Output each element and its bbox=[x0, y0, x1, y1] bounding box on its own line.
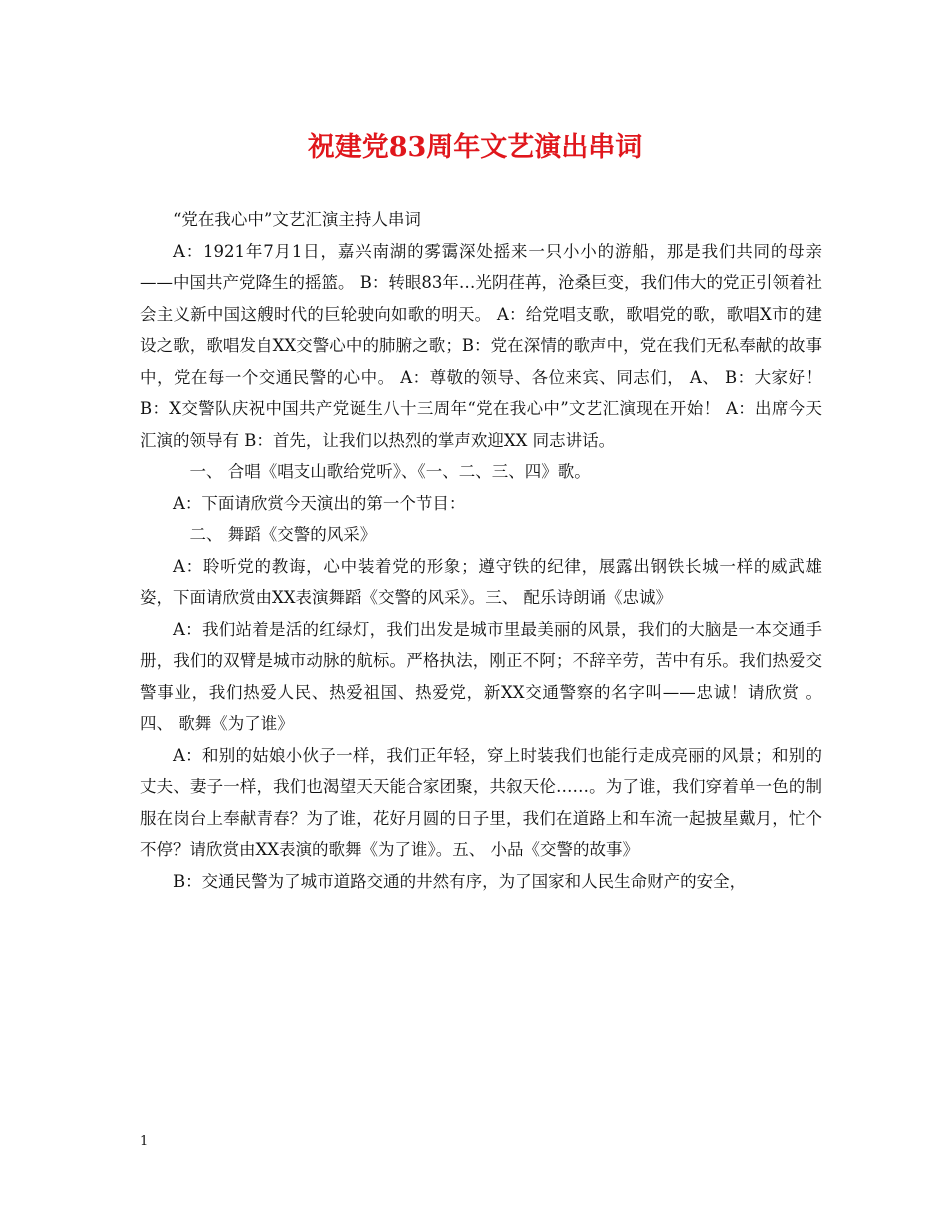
subtitle-paragraph: “党在我心中”文艺汇演主持人串词 bbox=[173, 210, 421, 229]
page-number: 1 bbox=[140, 1134, 149, 1149]
document-title: 祝建党83周年文艺演出串词 bbox=[307, 132, 643, 163]
body-paragraph: B：交通民警为了城市道路交通的井然有序，为了国家和人民生命财产的安全， bbox=[173, 871, 747, 891]
program-heading: 一、 合唱《唱支山歌给党听》、《一、二、三、四》歌。 bbox=[189, 462, 591, 481]
body-paragraph: A：聆听党的教诲，心中装着党的形象；遵守铁的纪律，展露出钢铁长城一样的威武雄姿，下面请欣赏由XX表演舞蹈《交警的风采》。三、 配乐诗朗诵《忠诚》 bbox=[140, 556, 822, 607]
body-paragraph: A：我们站着是活的红绿灯，我们出发是城市里最美丽的风景，我们的大脑是一本交通手册，我们的双臂是城市动脉的航标。严格执法，刚正不阿；不辞辛劳，苦中有乐。我们热爱交警事业，我们热爱人民、热爱祖国、热爱党，新XX交通警察的名字叫——忠诚！请欣赏 。四、 歌舞《为了谁》 bbox=[140, 619, 822, 733]
body-paragraph: A：下面请欣赏今天演出的第一个节目： bbox=[173, 493, 466, 513]
body-paragraph: A：和别的姑娘小伙子一样，我们正年轻，穿上时装我们也能行走成亮丽的风景；和别的丈夫、妻子一样，我们也渴望天天能合家团聚，共叙天伦……。为了谁，我们穿着单一色的制服在岗台上奉献青春？为了谁，花好月圆的日子里，我们在道路上和车流一起披星戴月，忙个不停？请欣赏由XX表演的歌舞《为了谁》。五、 小品《交警的故事》 bbox=[140, 745, 822, 859]
body-paragraph: A：1921年7月1日，嘉兴南湖的雾霭深处摇来一只小小的游船，那是我们共同的母亲——中国共产党降生的摇篮。 B：转眼83年…光阴荏苒，沧桑巨变，我们伟大的党正引领着社会主义新中国这艘时代的巨轮驶向如歌的明天。 A：给党唱支歌，歌唱党的歌，歌唱X市的建设之歌，歌唱发自XX交警心中的肺腑之歌；B：党在深情的歌声中，党在我们无私奉献的故事中，党在每一个交通民警的心中。 A：尊敬的领导、各位来宾、同志们， A、 B：大家好！ B：X交警队庆祝中国共产党诞生八十三周年“党在我心中”文艺汇演现在开始！ A：出席今天汇演的领导有 B：首先，让我们以热烈的掌声欢迎XX 同志讲话。 bbox=[140, 241, 822, 450]
document-body bbox=[140, 204, 822, 897]
program-heading: 二、 舞蹈《交警的风采》 bbox=[189, 525, 377, 544]
